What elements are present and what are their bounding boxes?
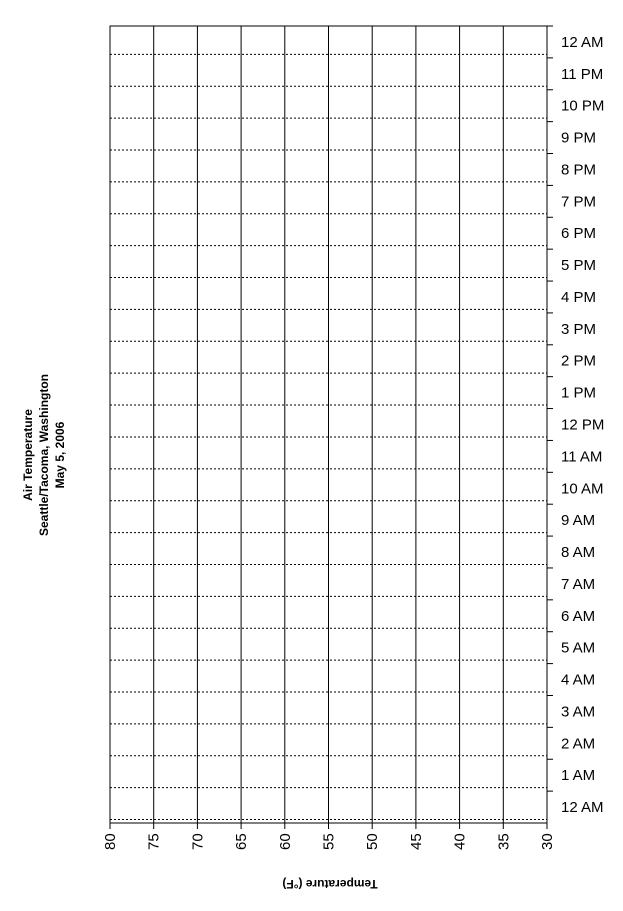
x-tick-label: 75 xyxy=(145,833,163,850)
y-tick-label: 9 AM xyxy=(561,512,596,530)
y-tick-label: 1 AM xyxy=(561,767,596,785)
y-tick-label: 6 AM xyxy=(561,607,596,625)
y-tick-label: 8 PM xyxy=(561,161,597,179)
y-tick-label: 3 PM xyxy=(561,320,597,338)
y-tick-label: 2 AM xyxy=(561,735,596,753)
x-tick-label: 80 xyxy=(102,833,119,850)
y-tick-label: 3 AM xyxy=(561,703,596,721)
y-tick-label: 12 AM xyxy=(561,33,604,51)
y-tick-label: 11 AM xyxy=(561,448,603,466)
y-tick-label: 5 AM xyxy=(561,639,596,657)
x-tick-label: 55 xyxy=(320,833,338,850)
title-line-1: Air Temperature xyxy=(21,409,35,501)
y-tick-label: 2 PM xyxy=(561,352,597,370)
y-tick-label: 4 AM xyxy=(561,671,596,689)
y-tick-label: 9 PM xyxy=(561,129,597,147)
y-tick-label: 12 AM xyxy=(561,799,604,817)
y-tick-label: 4 PM xyxy=(561,288,597,306)
x-tick-label: 50 xyxy=(364,833,382,850)
y-tick-label: 5 PM xyxy=(561,257,597,275)
x-tick-label: 40 xyxy=(451,833,469,850)
y-tick-label: 7 AM xyxy=(561,575,596,593)
y-tick-label: 7 PM xyxy=(561,193,597,211)
y-tick-label: 6 PM xyxy=(561,225,597,243)
y-tick-label: 10 PM xyxy=(561,97,605,115)
x-tick-label: 35 xyxy=(495,833,513,850)
x-tick-label: 30 xyxy=(539,833,556,850)
y-tick-label: 10 AM xyxy=(561,480,604,498)
title-line-3: May 5, 2006 xyxy=(53,421,67,489)
title-line-2: Seattle/Tacoma, Washington xyxy=(37,373,51,537)
x-tick-label: 65 xyxy=(233,833,251,850)
x-axis-title: Temperature (°F) xyxy=(282,877,378,891)
y-tick-label: 8 AM xyxy=(561,544,596,562)
y-tick-label: 11 PM xyxy=(561,65,604,83)
x-tick-label: 60 xyxy=(276,833,294,850)
y-tick-label: 12 PM xyxy=(561,416,605,434)
x-tick-label: 70 xyxy=(189,833,207,850)
y-tick-label: 1 PM xyxy=(561,384,597,402)
x-tick-label: 45 xyxy=(407,833,425,850)
